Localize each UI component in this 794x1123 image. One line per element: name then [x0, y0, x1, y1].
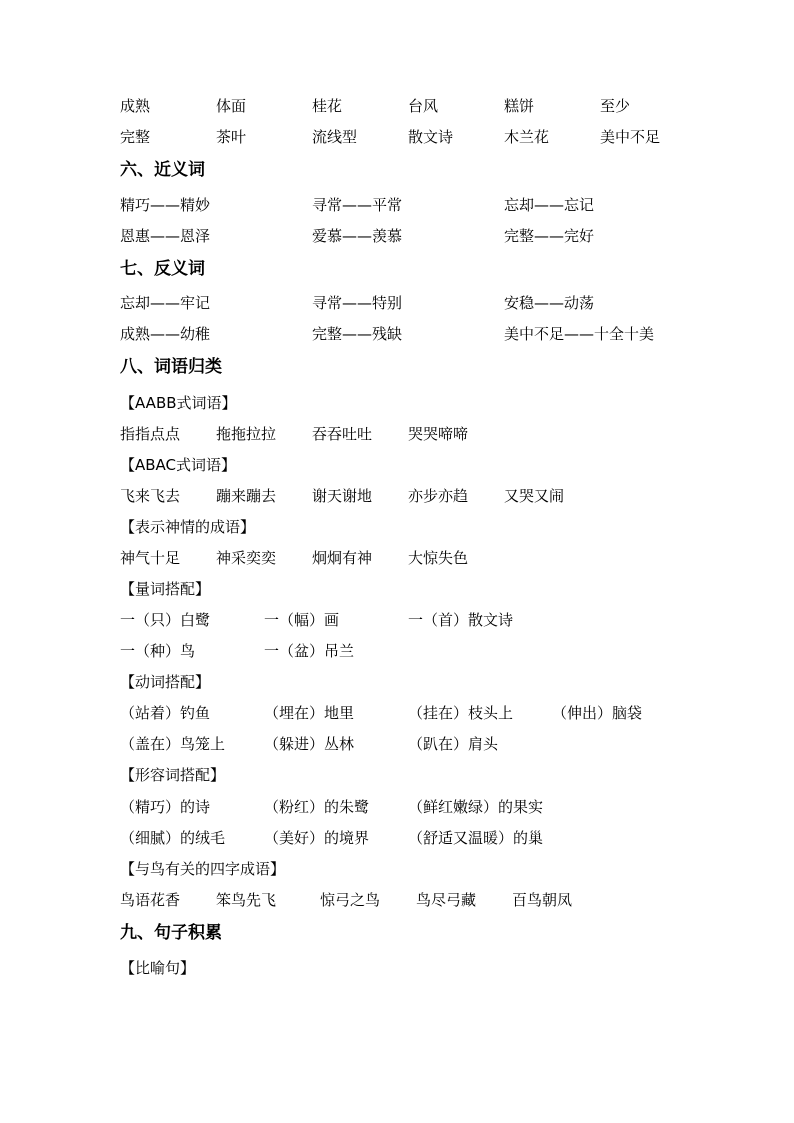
abac-word: 亦步亦趋: [408, 487, 469, 505]
aabb-word: 吞吞吐吐: [312, 425, 373, 443]
synonym-pair: 爱慕——羡慕: [312, 227, 403, 245]
verb-phrase: （伸出）脑袋: [552, 704, 643, 722]
adjective-phrase: （鲜红嫩绿）的果实: [408, 798, 544, 816]
adjective-phrase: （舒适又温暖）的巢: [408, 829, 544, 847]
word-item: 散文诗: [408, 128, 454, 146]
word-item: 体面: [216, 97, 247, 115]
word-item: 台风: [408, 97, 439, 115]
aabb-label: 【AABB式词语】: [120, 394, 237, 412]
antonym-row-2: [0, 322, 794, 346]
expression-idiom: 大惊失色: [408, 549, 469, 567]
measure-phrase: 一（盆）吊兰: [264, 642, 355, 660]
verb-phrase: （挂在）枝头上: [408, 704, 514, 722]
antonyms-heading: 七、反义词: [120, 259, 205, 279]
synonym-row-2: [0, 224, 794, 248]
expression-idiom: 神气十足: [120, 549, 181, 567]
bird-idiom: 鸟语花香: [120, 891, 181, 909]
abac-label: 【ABAC式词语】: [120, 456, 237, 474]
antonym-pair: 成熟——幼稚: [120, 325, 211, 343]
abac-word: 蹦来蹦去: [216, 487, 277, 505]
measure-label: 【量词搭配】: [120, 580, 211, 598]
adjective-row-2: [0, 826, 794, 850]
verb-phrase: （躲进）丛林: [264, 735, 355, 753]
bird-idioms-row: [0, 888, 794, 912]
verb-phrase: （趴在）肩头: [408, 735, 499, 753]
word-row-1: [0, 94, 794, 118]
antonym-row-1: [0, 291, 794, 315]
synonym-pair: 精巧——精妙: [120, 196, 211, 214]
aabb-word: 指指点点: [120, 425, 181, 443]
verb-phrase: （盖在）鸟笼上: [120, 735, 226, 753]
expression-label: 【表示神情的成语】: [120, 518, 256, 536]
expression-row: [0, 546, 794, 570]
adjective-phrase: （粉红）的朱鹭: [264, 798, 370, 816]
antonym-pair: 寻常——特别: [312, 294, 403, 312]
antonym-pair: 美中不足——十全十美: [504, 325, 655, 343]
adjective-phrase: （精巧）的诗: [120, 798, 211, 816]
synonym-row-1: [0, 193, 794, 217]
word-item: 至少: [600, 97, 631, 115]
word-row-2: [0, 125, 794, 149]
bird-idiom: 鸟尽弓藏: [416, 891, 477, 909]
verb-label: 【动词搭配】: [120, 673, 211, 691]
verb-row-1: [0, 701, 794, 725]
word-item: 成熟: [120, 97, 151, 115]
verb-phrase: （站着）钓鱼: [120, 704, 211, 722]
abac-row: [0, 484, 794, 508]
bird-idiom: 惊弓之鸟: [320, 891, 381, 909]
verb-row-2: [0, 732, 794, 756]
simile-label: 【比喻句】: [120, 959, 196, 977]
measure-phrase: 一（幅）画: [264, 611, 340, 629]
classification-heading: 八、词语归类: [120, 357, 222, 377]
expression-idiom: 炯炯有神: [312, 549, 373, 567]
synonym-pair: 寻常——平常: [312, 196, 403, 214]
antonym-pair: 安稳——动荡: [504, 294, 595, 312]
measure-row-2: [0, 639, 794, 663]
word-item: 完整: [120, 128, 151, 146]
adjective-phrase: （细腻）的绒毛: [120, 829, 226, 847]
adjective-phrase: （美好）的境界: [264, 829, 370, 847]
synonym-pair: 忘却——忘记: [504, 196, 595, 214]
synonym-pair: 完整——完好: [504, 227, 595, 245]
word-item: 流线型: [312, 128, 358, 146]
word-item: 美中不足: [600, 128, 661, 146]
synonym-pair: 恩惠——恩泽: [120, 227, 211, 245]
antonym-pair: 完整——残缺: [312, 325, 403, 343]
measure-row-1: [0, 608, 794, 632]
adjective-row-1: [0, 795, 794, 819]
word-item: 糕饼: [504, 97, 535, 115]
word-item: 木兰花: [504, 128, 550, 146]
measure-phrase: 一（只）白鹭: [120, 611, 211, 629]
abac-word: 又哭又闹: [504, 487, 565, 505]
antonym-pair: 忘却——牢记: [120, 294, 211, 312]
aabb-word: 哭哭啼啼: [408, 425, 469, 443]
bird-idiom: 百鸟朝凤: [512, 891, 573, 909]
abac-word: 谢天谢地: [312, 487, 373, 505]
sentences-heading: 九、句子积累: [120, 923, 222, 943]
word-item: 茶叶: [216, 128, 247, 146]
abac-word: 飞来飞去: [120, 487, 181, 505]
bird-idioms-label: 【与鸟有关的四字成语】: [120, 860, 286, 878]
adjective-label: 【形容词搭配】: [120, 766, 226, 784]
word-item: 桂花: [312, 97, 343, 115]
expression-idiom: 神采奕奕: [216, 549, 277, 567]
bird-idiom: 笨鸟先飞: [216, 891, 277, 909]
aabb-word: 拖拖拉拉: [216, 425, 277, 443]
synonyms-heading: 六、近义词: [120, 160, 205, 180]
measure-phrase: 一（种）鸟: [120, 642, 196, 660]
verb-phrase: （埋在）地里: [264, 704, 355, 722]
measure-phrase: 一（首）散文诗: [408, 611, 514, 629]
aabb-row: [0, 422, 794, 446]
